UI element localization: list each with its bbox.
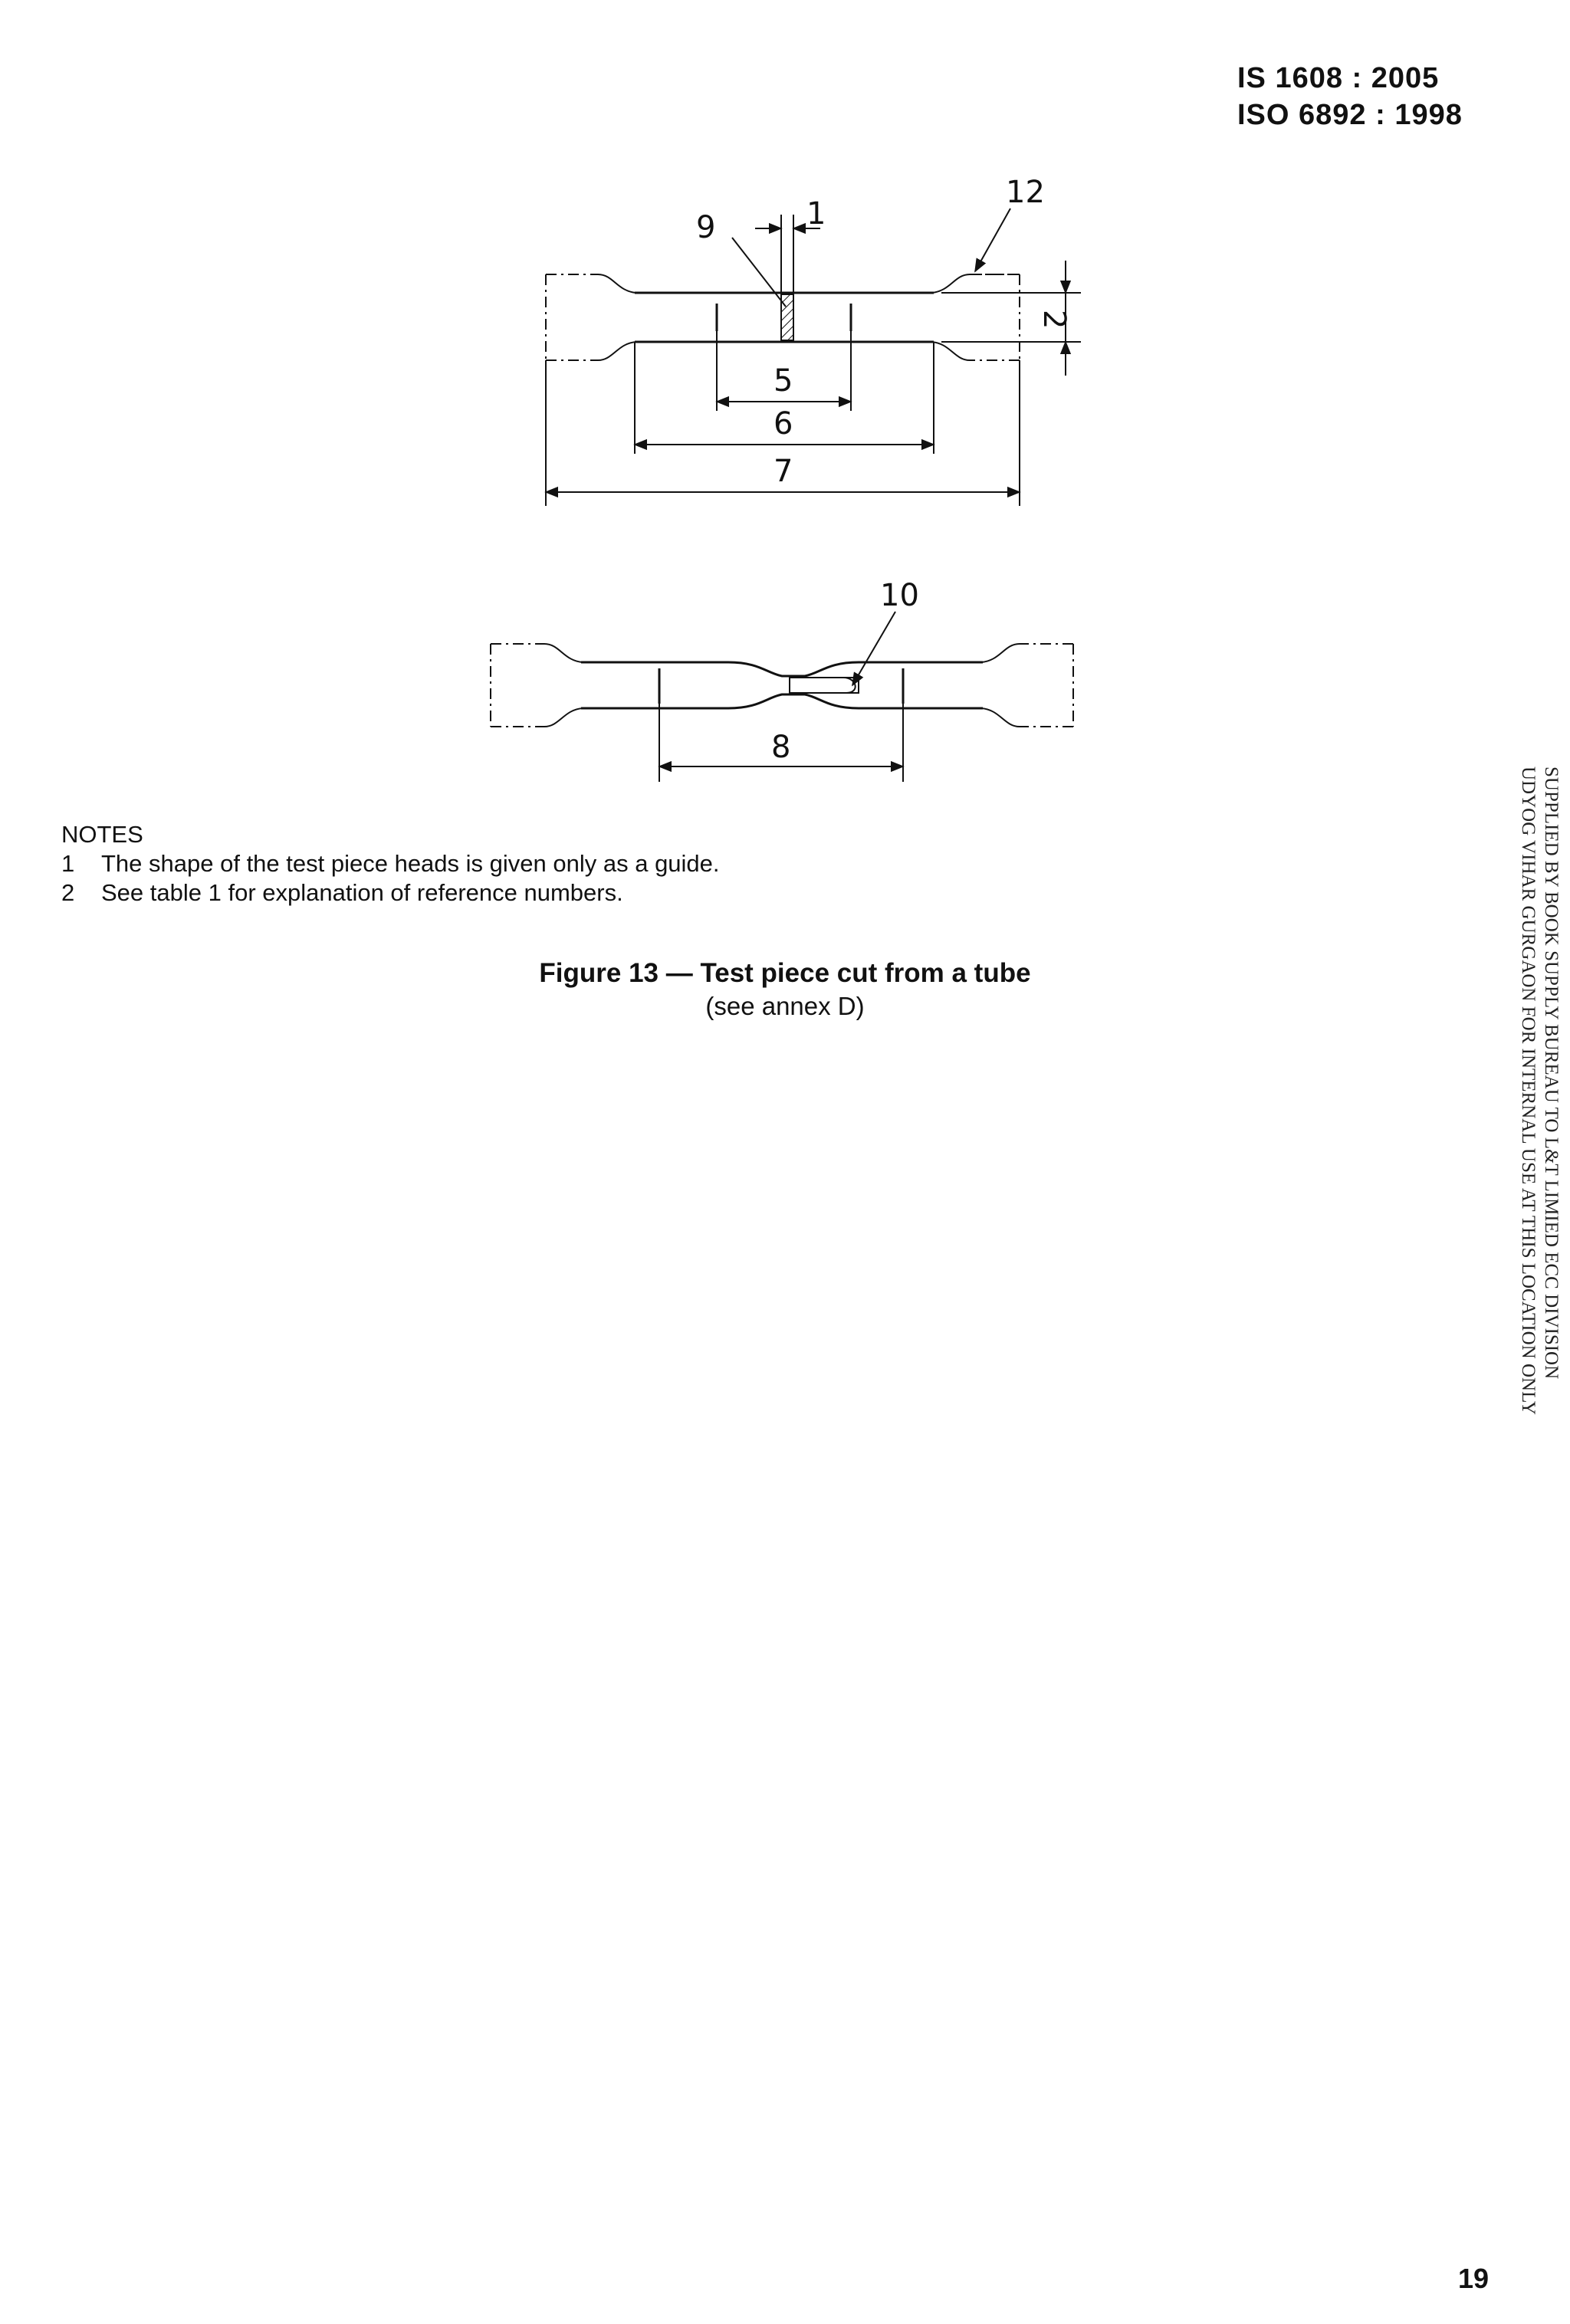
- page-number: 19: [1458, 2263, 1490, 2294]
- label-2: 2: [1036, 310, 1072, 330]
- notes-block: [61, 820, 720, 908]
- reduced-section-test-piece-view: [491, 644, 1073, 727]
- label-5: 5: [774, 363, 793, 399]
- note-text: See table 1 for explanation of reference numbers.: [101, 879, 623, 906]
- figure-caption-subtitle: (see annex D): [705, 992, 865, 1020]
- label-9: 9: [696, 210, 716, 245]
- leader-10: [852, 612, 895, 685]
- strip-test-piece-view: [546, 274, 1020, 360]
- standard-number-iso: ISO 6892 : 1998: [1237, 99, 1463, 131]
- label-8: 8: [771, 730, 791, 765]
- label-12: 12: [1006, 175, 1045, 210]
- leader-9: [732, 238, 786, 307]
- label-1: 1: [806, 196, 826, 231]
- standard-number-is: IS 1608 : 2005: [1237, 62, 1440, 94]
- label-7: 7: [774, 454, 793, 489]
- note-item: [61, 849, 720, 878]
- supply-watermark-note: [1516, 766, 1562, 1415]
- note-number: 1: [61, 850, 75, 877]
- leader-12: [975, 208, 1010, 271]
- label-6: 6: [774, 406, 793, 441]
- supply-note-line-1: SUPPLIED BY BOOK SUPPLY BUREAU TO L&T LIMIED ECC DIVISION: [1541, 766, 1562, 1380]
- figure-caption-title: Figure 13 — Test piece cut from a tube: [539, 958, 1031, 988]
- note-text: The shape of the test piece heads is given only as a guide.: [101, 850, 720, 877]
- note-item: [61, 878, 720, 908]
- label-10: 10: [880, 578, 919, 613]
- supply-note-line-2: UDYOG VIHAR GURGAON FOR INTERNAL USE AT THIS LOCATION ONLY: [1518, 766, 1539, 1415]
- notes-heading: NOTES: [61, 821, 143, 848]
- figure-13-drawing: [0, 0, 1570, 812]
- note-number: 2: [61, 879, 75, 906]
